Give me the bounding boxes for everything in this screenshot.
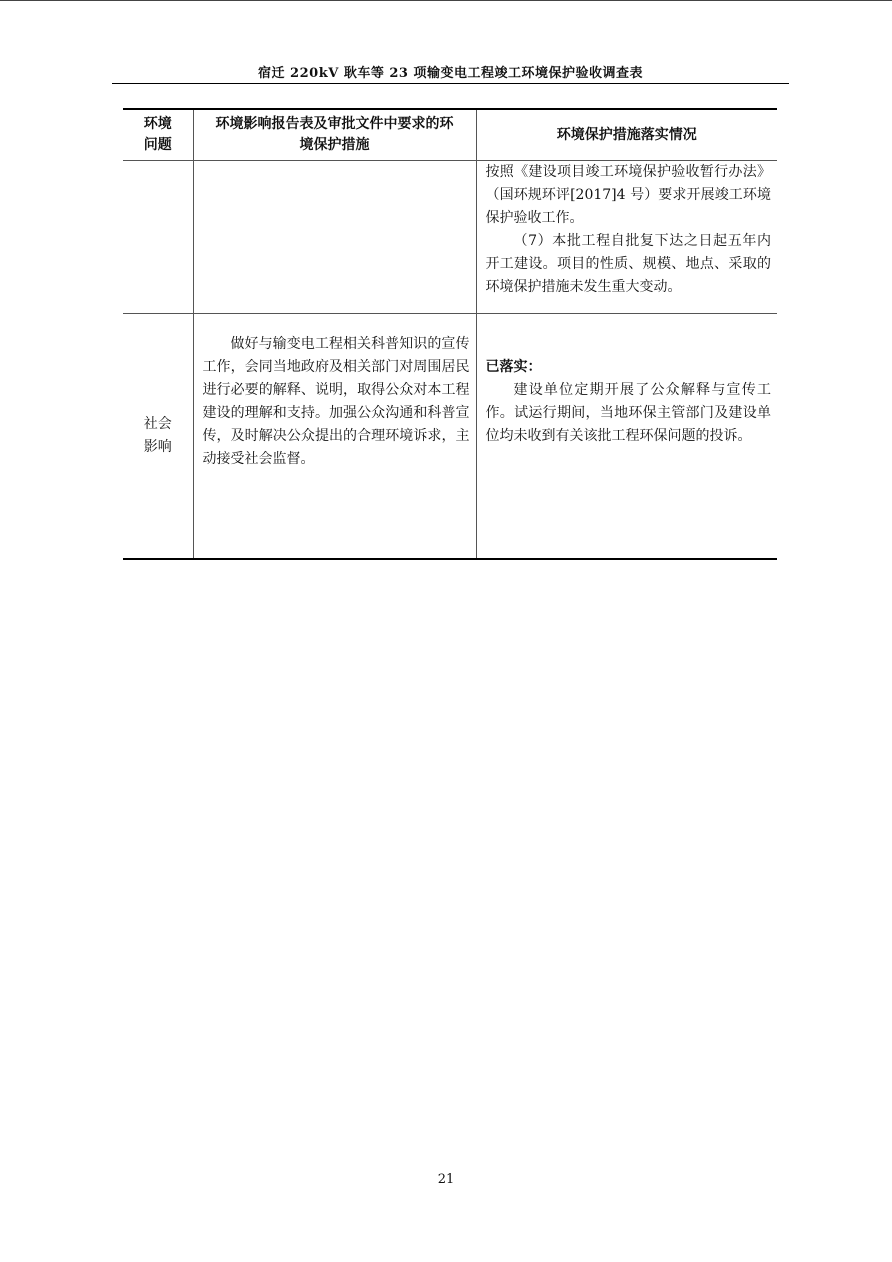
implementation-paragraph: 按照《建设项目竣工环境保护验收暂行办法》（国环规环评[2017]4 号）要求开展竣工环境保护验收工作。	[485, 164, 771, 226]
header-implementation: 环境保护措施落实情况	[476, 109, 777, 161]
cell-implementation	[476, 161, 777, 314]
implementation-status: 已落实：	[485, 359, 542, 375]
requirement-text: 做好与输变电工程相关科普知识的宣传工作，会同当地政府及相关部门对周围居民进行必要的解释、说明，取得公众对本工程建设的理解和支持。加强公众沟通和科普宣传，及时解决公众提出的合理环境诉求，主动接受社会监督。	[202, 336, 470, 467]
page-number: 21	[437, 1172, 455, 1187]
cell-requirement	[193, 161, 476, 314]
cell-issue: 社会影响	[123, 314, 193, 560]
table-header-row	[123, 109, 777, 161]
table-row	[123, 314, 777, 560]
cell-requirement	[193, 314, 476, 560]
page-header-title: 宿迁 220kV 耿车等 23 项输变电工程竣工环境保护验收调查表	[258, 66, 643, 81]
environmental-protection-table	[123, 108, 777, 560]
header-issue: 环境问题	[123, 109, 193, 161]
table-row	[123, 161, 777, 314]
header-requirement: 环境影响报告表及审批文件中要求的环境保护措施	[193, 109, 476, 161]
header-divider	[112, 83, 789, 84]
implementation-detail: 建设单位定期开展了公众解释与宣传工作。试运行期间，当地环保主管部门及建设单位均未收到有关该批工程环保问题的投诉。	[485, 382, 771, 444]
cell-issue	[123, 161, 193, 314]
page-top-border	[0, 0, 892, 1]
implementation-paragraph: （7）本批工程自批复下达之日起五年内开工建设。项目的性质、规模、地点、采取的环境保护措施未发生重大变动。	[485, 233, 771, 295]
cell-implementation	[476, 314, 777, 560]
